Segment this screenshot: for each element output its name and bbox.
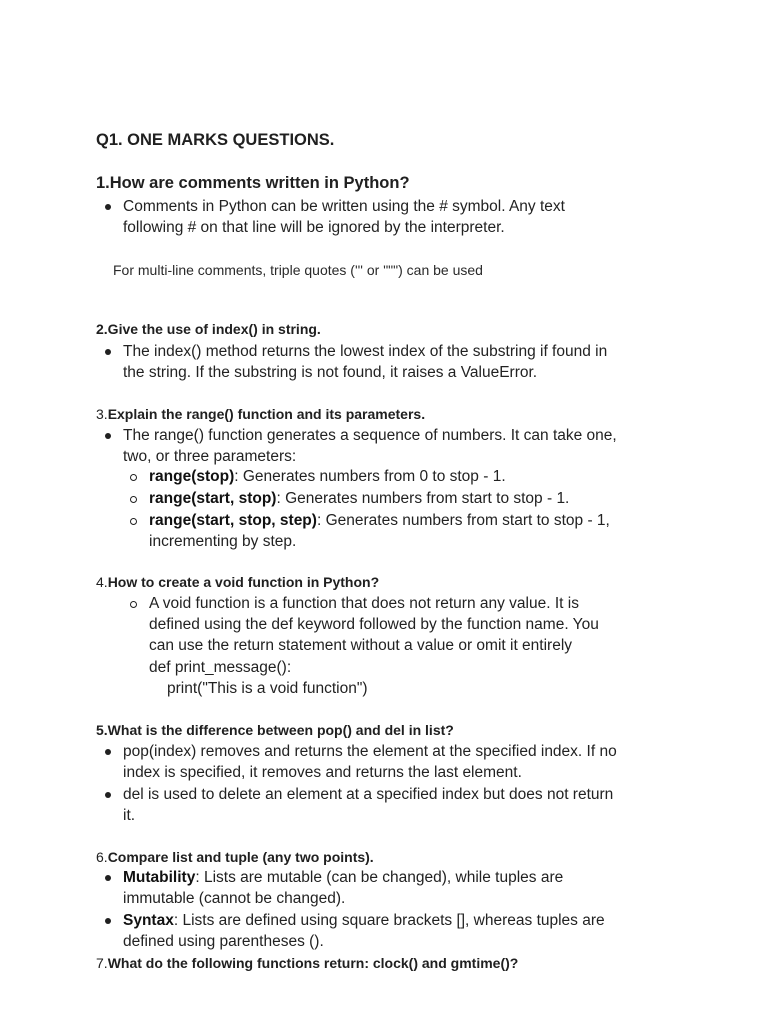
q6-bullet-1-term: Mutability [123,869,196,886]
q2-answer-line-1: The index() method returns the lowest index of the substring if found in [123,343,608,360]
q6-bullet-2-term: Syntax [123,912,174,929]
q6-bullet-2-line-2: defined using parentheses (). [123,933,324,950]
question-4-title [96,574,379,590]
q3-sub-item-1-text: : Generates numbers from 0 to stop - 1. [234,468,506,485]
bullet-icon [105,875,111,881]
q4-answer-line-1: A void function is a function that does not return any value. It is [149,595,579,612]
bullet-icon [105,749,111,755]
q3-sub-item-2-term: range(start, stop) [149,490,277,507]
q4-code-line-2: print("This is a void function") [167,680,368,697]
q3-answer-line-2: two, or three parameters: [123,448,297,465]
q4-code-line-1: def print_message(): [149,659,292,676]
sub-bullet-icon [130,474,137,481]
q3-sub-item-1-term: range(stop) [149,468,235,485]
question-6-title [96,849,374,865]
q2-answer-line-2: the string. If the substring is not found, it raises a ValueError. [123,364,538,381]
question-3-number: 3. [96,406,108,422]
bullet-icon [105,433,111,439]
q6-bullet-1-line-1 [123,869,563,887]
q3-sub-item-3-term: range(start, stop, step) [149,512,317,529]
question-6-text: Compare list and tuple (any two points). [107,849,374,865]
bullet-icon [105,204,111,210]
q3-sub-item-2-text: : Generates numbers from start to stop - 1. [276,490,570,507]
bullet-icon [105,349,111,355]
q3-sub-item-2 [149,490,569,508]
q3-sub-item-1 [149,468,506,486]
section-heading: Q1. ONE MARKS QUESTIONS. [96,131,335,149]
q6-bullet-1-text: : Lists are mutable (can be changed), while tuples are [195,869,564,886]
bullet-icon [105,792,111,798]
question-5-title: 5.What is the difference between pop() and del in list? [96,722,454,738]
q1-answer-line-1: Comments in Python can be written using the # symbol. Any text [123,198,565,215]
q1-answer-line-2: following # on that line will be ignored by the interpreter. [123,219,505,236]
q3-answer-line-1: The range() function generates a sequence of numbers. It can take one, [123,427,617,444]
bullet-icon [105,918,111,924]
question-7-text: What do the following functions return: clock() and gmtime()? [107,955,519,971]
question-3-title [96,406,425,422]
q5-bullet-1-line-1: pop(index) removes and returns the element at the specified index. If no [123,743,617,760]
q6-bullet-2-line-1 [123,912,605,930]
question-7-title [96,955,518,971]
q6-bullet-2-text: : Lists are defined using square brackets [], whereas tuples are [173,912,605,929]
q3-sub-item-3-line-2: incrementing by step. [149,533,297,550]
question-2-title: 2.Give the use of index() in string. [96,321,321,337]
question-4-number: 4. [96,574,108,590]
q6-bullet-1-line-2: immutable (cannot be changed). [123,890,346,907]
q3-sub-item-3 [149,512,610,530]
sub-bullet-icon [130,496,137,503]
question-1-title: 1.How are comments written in Python? [96,174,410,192]
q4-answer-line-3: can use the return statement without a value or omit it entirely [149,637,573,654]
sub-bullet-icon [130,601,137,608]
question-6-number: 6. [96,849,108,865]
q4-answer-line-2: defined using the def keyword followed by the function name. You [149,616,599,633]
question-7-number: 7. [96,955,108,971]
question-3-text: Explain the range() function and its parameters. [107,406,426,422]
question-4-text: How to create a void function in Python? [107,574,380,590]
q5-bullet-1-line-2: index is specified, it removes and returns the last element. [123,764,522,781]
sub-bullet-icon [130,518,137,525]
q5-bullet-2-line-2: it. [123,807,136,824]
q1-note: For multi-line comments, triple quotes (''' or """) can be used [113,262,483,278]
q3-sub-item-3-text: : Generates numbers from start to stop - 1, [316,512,610,529]
q5-bullet-2-line-1: del is used to delete an element at a specified index but does not return [123,786,614,803]
